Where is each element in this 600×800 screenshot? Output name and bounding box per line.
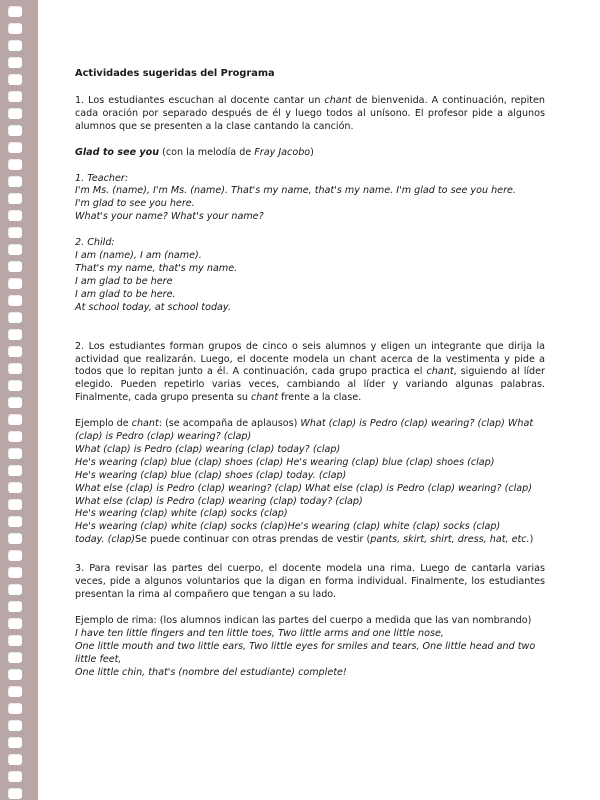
child-verse [75, 237, 545, 314]
rhyme [75, 628, 545, 680]
text-run: , siguiendo al líder elegido. Pueden repetirlo varias veces, cambiando al líder y variando algunas palabras. Finalmente, cada grupo presenta su [75, 366, 545, 404]
binding-hole [8, 516, 22, 527]
verse-line: 2. Child: [75, 237, 115, 249]
text-run: Se puede continuar con otras prendas de vestir ( [135, 534, 371, 546]
verse-line: I am glad to be here. [75, 288, 176, 300]
chant-line: He's wearing (clap) blue (clap) shoes (clap) today. (clap) [75, 469, 347, 481]
text-run: chant [426, 366, 454, 378]
binding-hole [8, 533, 22, 544]
teacher-verse [75, 173, 545, 225]
verse-line: I'm glad to see you here. [75, 198, 195, 210]
binding-hole [8, 40, 22, 51]
binding-hole [8, 703, 22, 714]
binding-hole [8, 329, 22, 340]
text-run: de bienvenida. A continuación, repiten cada oración por separado después de él y luego todos al unísono. El profesor pide a algunos alumnos que se presenten a la clase cantando la canción. [75, 94, 545, 132]
binding-hole [8, 210, 22, 221]
chant-line: What (clap) is Pedro (clap) wearing (clap) today? (clap) [75, 443, 341, 455]
binding-hole [8, 737, 22, 748]
binding-hole [8, 193, 22, 204]
binding-hole [8, 23, 22, 34]
text-run: chant [324, 94, 352, 106]
binding-hole [8, 176, 22, 187]
text-run: 1. Los estudiantes escuchan al docente cantar un [75, 94, 325, 106]
binding-hole [8, 108, 22, 119]
binding-hole [8, 499, 22, 510]
binding-hole [8, 142, 22, 153]
binding-hole [8, 584, 22, 595]
rhyme-intro: Ejemplo de rima: (los alumnos indican las partes del cuerpo a medida que las van nombrando) [75, 614, 532, 626]
binding-hole [8, 431, 22, 442]
binding-hole [8, 57, 22, 68]
binding-hole [8, 295, 22, 306]
binding-hole [8, 550, 22, 561]
rhyme-line: One little mouth and two little ears, Two little eyes for smiles and tears, One little head and two little feet, [75, 640, 536, 665]
binding-hole [8, 312, 22, 323]
rhyme-line: One little chin, that's (nombre del estudiante) complete! [75, 666, 347, 678]
text-run: today. (clap) [75, 534, 136, 546]
binding-hole [8, 567, 22, 578]
verse-line: At school today, at school today. [75, 301, 231, 313]
activity-2-paragraph [75, 341, 545, 406]
binding-hole [8, 448, 22, 459]
binding-hole [8, 397, 22, 408]
binding-hole [8, 244, 22, 255]
binding-hole [8, 6, 22, 17]
binding-hole [8, 652, 22, 663]
activity-3-paragraph: 3. Para revisar las partes del cuerpo, el docente modela una rima. Luego de cantarla varias veces, pide a algunos voluntarios que la digan en forma individual. Finalmente, los estudiantes presentan la rima al compañero que tengan a su lado. [75, 563, 545, 600]
text-run: pants, skirt, shirt, dress, hat, etc. [370, 534, 530, 546]
binding-hole [8, 771, 22, 782]
binding-hole [8, 278, 22, 289]
binding-hole [8, 601, 22, 612]
song-melody: Fray Jacobo [254, 146, 311, 158]
text-run: ) [310, 146, 314, 158]
binding-hole [8, 414, 22, 425]
text-run: (con la melodía de [159, 146, 255, 158]
binding-hole [8, 754, 22, 765]
binding-hole [8, 227, 22, 238]
verse-line: What's your name? What's your name? [75, 211, 264, 223]
text-run: 2. Los estudiantes forman grupos de cinco o seis alumnos y eligen un integrante que dirija la actividad que realizarán. Luego, el docente modela un chant acerca de la vestimenta y pide a todos que lo repitan junto a él. A continuación, cada grupo practica el [75, 340, 545, 378]
binding-hole [8, 720, 22, 731]
song-title: Glad to see you [75, 146, 160, 158]
notebook-binding [0, 0, 38, 800]
binding-hole [8, 91, 22, 102]
text-run: Ejemplo de [75, 418, 132, 430]
binding-hole [8, 261, 22, 272]
verse-line: I am glad to be here [75, 275, 173, 287]
rhyme-line: I have ten little fingers and ten little toes, Two little arms and one little nose, [75, 627, 444, 639]
chant-line: He's wearing (clap) blue (clap) shoes (clap) He's wearing (clap) blue (clap) shoes (clap) [75, 456, 495, 468]
binding-hole [8, 159, 22, 170]
verse-line: I'm Ms. (name), I'm Ms. (name). That's my name, that's my name. I'm glad to see you here. [75, 185, 516, 197]
chant-last-line [75, 534, 545, 547]
binding-hole [8, 125, 22, 136]
chant-line: He's wearing (clap) white (clap) socks (clap)He's wearing (clap) white (clap) socks (clap) [75, 521, 501, 533]
binding-hole [8, 669, 22, 680]
binding-hole [8, 465, 22, 476]
chant-line: What else (clap) is Pedro (clap) wearing? (clap) What else (clap) is Pedro (clap) wearing? (clap) [75, 482, 532, 494]
binding-hole [8, 380, 22, 391]
text-run: frente a la clase. [278, 392, 362, 404]
binding-hole [8, 363, 22, 374]
binding-hole [8, 635, 22, 646]
text-run: ) [529, 534, 534, 546]
document-body [75, 68, 545, 679]
chant-example [75, 418, 545, 547]
text-run: chant [251, 392, 279, 404]
binding-hole [8, 482, 22, 493]
chant-line: What else (clap) is Pedro (clap) wearing (clap) today? (clap) [75, 495, 363, 507]
verse-line: I am (name), I am (name). [75, 250, 202, 262]
binding-hole [8, 686, 22, 697]
binding-hole [8, 618, 22, 629]
binding-hole [8, 346, 22, 357]
activity-1-paragraph [75, 95, 545, 134]
binding-hole [8, 74, 22, 85]
binding-hole [8, 788, 22, 799]
verse-line: 1. Teacher: [75, 172, 129, 184]
text-run: : (se acompaña de aplausos) [158, 418, 301, 430]
verse-line: That's my name, that's my name. [75, 262, 238, 274]
text-run: chant [131, 418, 159, 430]
chant-line: He's wearing (clap) white (clap) socks (clap) [75, 508, 288, 520]
page-title: Actividades sugeridas del Programa [75, 68, 275, 79]
song-heading [75, 147, 545, 160]
chant-line: What (clap) is Pedro (clap) wearing? (clap) What (clap) is Pedro (clap) wearing? (clap) [75, 418, 534, 443]
